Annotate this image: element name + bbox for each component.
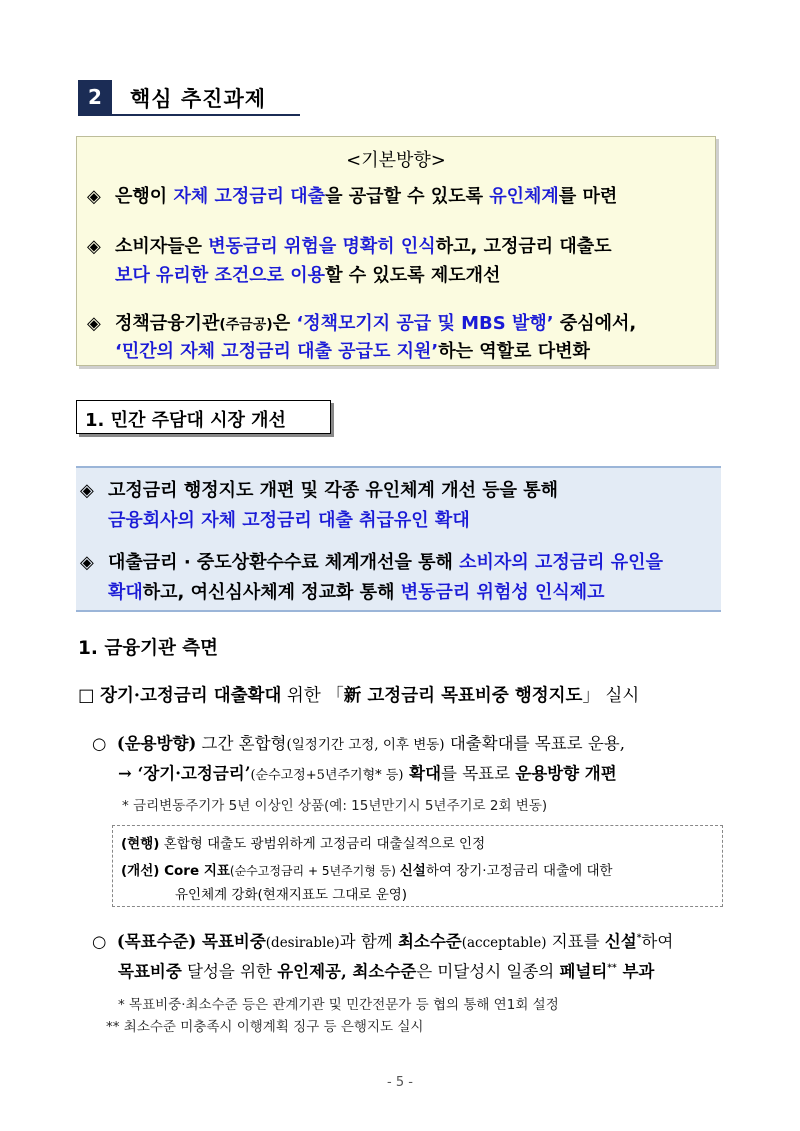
basic-item-2: ◈ 소비자들은 변동금리 위험을 명확히 인식하고, 고정금리 대출도 [87, 236, 612, 257]
section-title: 핵심 추진과제 [130, 87, 267, 111]
band-item-1-cont: 금융회사의 자체 고정금리 대출 취급유인 확대 [108, 510, 470, 531]
sub1-line-2: → ‘장기·고정금리’(순수고정+5년주기형* 등) 확대를 목표로 운용방향 개편 [118, 764, 617, 783]
square-bullet-icon: □ [78, 686, 95, 706]
diamond-bullet-icon: ◈ [87, 313, 101, 334]
sub2-line-2: 목표비중 달성을 위한 유인제공, 최소수준은 미달성시 일종의 페널티** 부과 [118, 962, 655, 981]
sub2-note-1: * 목표비중·최소수준 등은 관계기관 및 민간전문가 등 협의 통해 연1회 설정 [118, 997, 559, 1013]
subsection-box [76, 400, 331, 434]
basic-item-3: ◈ 정책금융기관(주금공)은 ‘정책모기지 공급 및 MBS 발행’ 중심에서, [87, 313, 637, 334]
sub1-note: * 금리변동주기가 5년 이상인 상품(예: 15년만기시 5년주기로 2회 변동) [122, 798, 548, 814]
section-number: 2 [78, 80, 112, 114]
dotbox-row-improved: (개선) Core 지표(순수고정금리 + 5년주기형 등) 신설하여 장기·고정금리 대출에 대한 [121, 863, 613, 879]
basic-direction-box [76, 136, 716, 366]
page-number: - 5 - [387, 1075, 413, 1090]
band-item-2-cont: 확대하고, 여신심사체계 정교화 통해 변동금리 위험성 인식제고 [108, 582, 605, 603]
item-box-line: □ 장기·고정금리 대출확대 위한 「新 고정금리 목표비중 행정지도」 실시 [78, 686, 640, 706]
band-item-2: ◈ 대출금리 · 중도상환수수료 체계개선을 통해 소비자의 고정금리 유인을 [80, 552, 663, 573]
basic-item-3-cont: ‘민간의 자체 고정금리 대출 공급도 지원’하는 역할로 다변화 [115, 341, 590, 362]
circle-bullet-icon: ○ [92, 932, 107, 951]
sub2-note-2: ** 최소수준 미충족시 이행계획 징구 등 은행지도 실시 [106, 1019, 424, 1035]
basic-item-1: ◈ 은행이 자체 고정금리 대출을 공급할 수 있도록 유인체계를 마련 [87, 186, 618, 207]
diamond-bullet-icon: ◈ [87, 186, 101, 207]
heading-financial-institutions: 1. 금융기관 측면 [78, 638, 219, 659]
diamond-bullet-icon: ◈ [80, 552, 94, 573]
section-header [78, 80, 300, 116]
current-vs-improved-box [112, 825, 723, 907]
summary-band [76, 466, 721, 612]
sub1-line-1: ○ (운용방향) 그간 혼합형(일정기간 고정, 이후 변동) 대출확대를 목표로 운용, [92, 734, 625, 753]
circle-bullet-icon: ○ [92, 734, 107, 753]
dotbox-row-improved-cont: 유인체계 강화(현재지표도 그대로 운영) [175, 887, 408, 903]
basic-direction-title: <기본방향> [346, 150, 446, 171]
sub2-line-1: ○ (목표수준) 목표비중(desirable)과 함께 최소수준(acceptable) 지표를 신설*하여 [92, 932, 674, 951]
band-item-1: ◈ 고정금리 행정지도 개편 및 각종 유인체계 개선 등을 통해 [80, 480, 559, 501]
diamond-bullet-icon: ◈ [87, 236, 101, 257]
basic-item-2-cont: 보다 유리한 조건으로 이용할 수 있도록 제도개선 [115, 265, 501, 286]
subsection-title: 1. 민간 주담대 시장 개선 [85, 410, 286, 431]
dotbox-row-current: (현행) 혼합형 대출도 광범위하게 고정금리 대출실적으로 인정 [121, 836, 486, 852]
diamond-bullet-icon: ◈ [80, 480, 94, 501]
